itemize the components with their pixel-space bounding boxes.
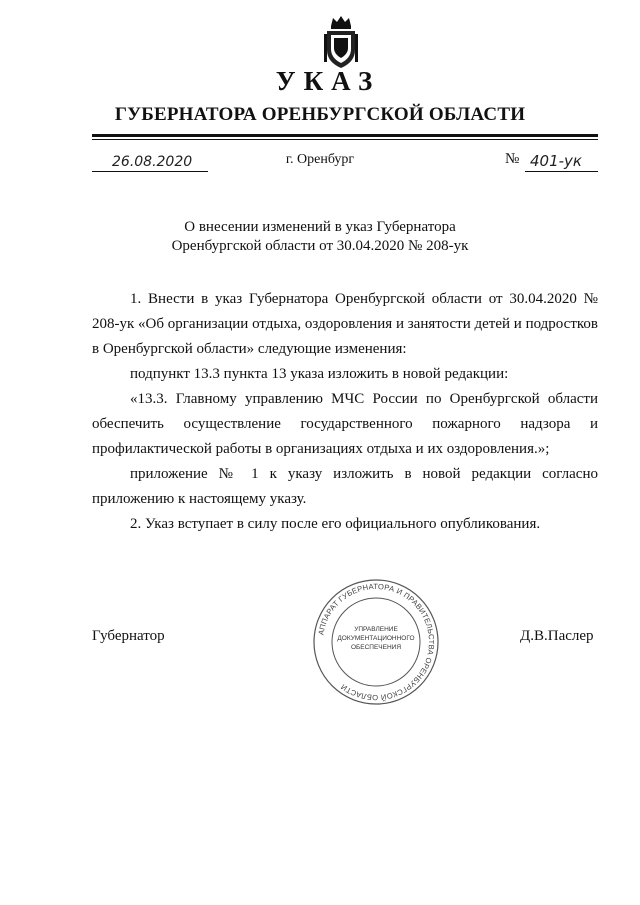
number-underline	[525, 171, 598, 172]
document-city: г. Оренбург	[285, 152, 355, 167]
date-underline	[92, 171, 208, 172]
stamp-line-1: УПРАВЛЕНИЕ	[354, 626, 398, 633]
stamp-center-text	[334, 625, 418, 652]
body-paragraph: 1. Внести в указ Губернатора Оренбургской области от 30.04.2020 № 208-ук «Об организации отдыха, оздоровления и занятости детей и подростков в Оренбургской области» следующие изменения:	[92, 291, 598, 357]
signer-title: Губернатор	[92, 628, 165, 644]
document-heading	[0, 218, 640, 256]
document-body	[92, 287, 598, 537]
stamp-line-3: ОБЕСПЕЧЕНИЯ	[350, 644, 402, 651]
body-paragraph: приложение № 1 к указу изложить в новой редакции согласно приложению к настоящему указу.	[92, 466, 598, 507]
header-divider-thick	[92, 134, 598, 137]
coat-of-arms-emblem	[323, 14, 359, 70]
heading-line-1: О внесении изменений в указ Губернатора	[184, 219, 456, 235]
stamp-line-2: ДОКУМЕНТАЦИОННОГО	[337, 635, 415, 642]
signer-name: Д.В.Паслер	[520, 628, 594, 644]
document-subtitle: ГУБЕРНАТОРА ОРЕНБУРГСКОЙ ОБЛАСТИ	[114, 104, 526, 125]
number-sign: №	[505, 151, 520, 167]
header-divider-thin	[92, 139, 598, 140]
document-number: 401-ук	[530, 152, 582, 170]
document-title: УКАЗ	[275, 66, 381, 96]
body-paragraph: «13.3. Главному управлению МЧС России по Оренбургской области обеспечить осуществление государственного пожарного надзора и профилактической работы в организациях отдыха и их оздоровления.»;	[92, 391, 598, 457]
heading-line-2: Оренбургской области от 30.04.2020 № 208-ук	[171, 238, 469, 254]
document-date: 26.08.2020	[112, 154, 193, 170]
body-paragraph: подпункт 13.3 пункта 13 указа изложить в новой редакции:	[130, 366, 509, 382]
stamp-ring-text: АППАРАТ ГУБЕРНАТОРА И ПРАВИТЕЛЬСТВА ОРЕНБУРГСКОЙ ОБЛАСТИ	[316, 581, 437, 703]
body-paragraph: 2. Указ вступает в силу после его официального опубликования.	[130, 516, 541, 532]
